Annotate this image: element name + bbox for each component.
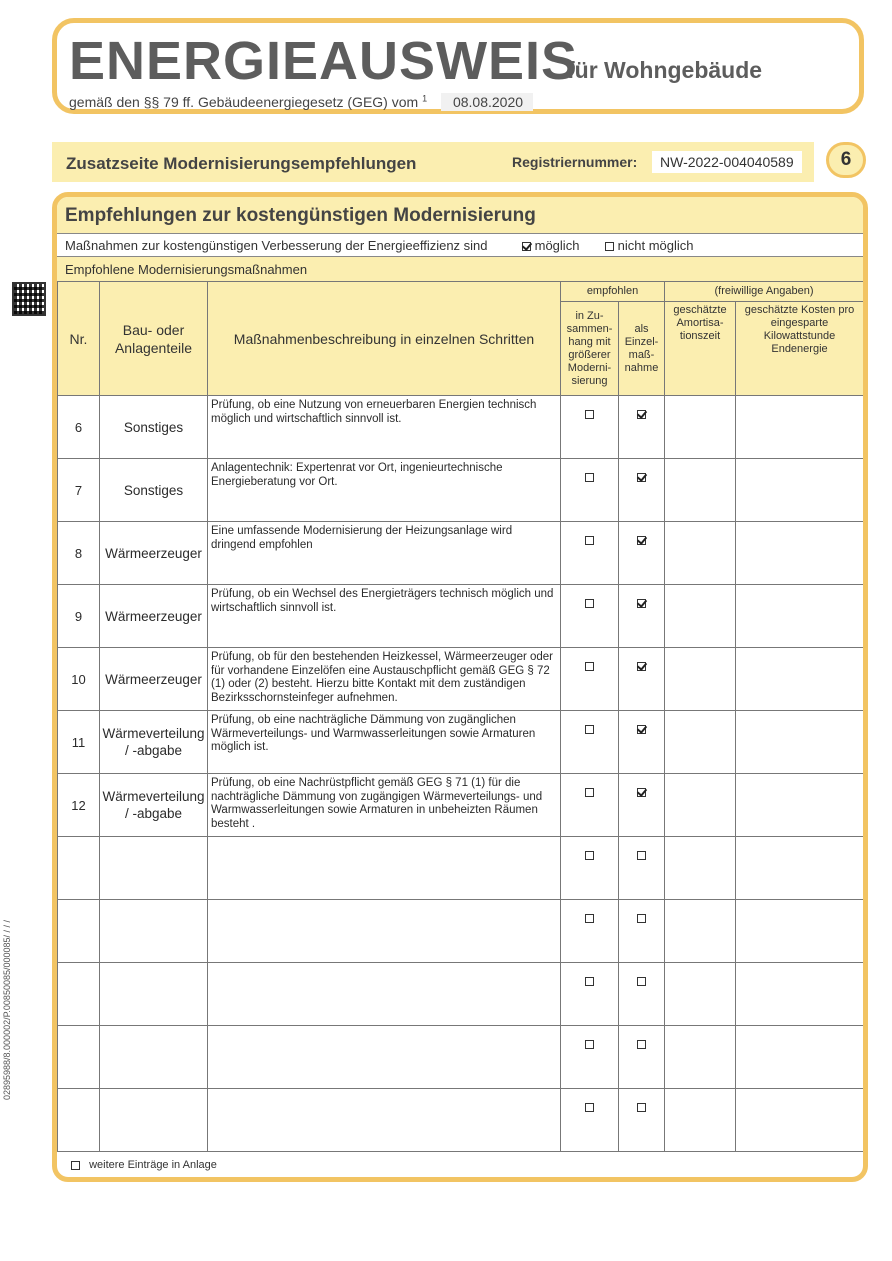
row-part — [100, 1026, 208, 1089]
row-amortization — [665, 774, 736, 837]
row-cost — [736, 396, 864, 459]
row-description: Prüfung, ob für den bestehenden Heizkessel, Wärmeerzeuger oder für vorhandene Einzelöfen eine Austauschpflicht gemäß GEG § 72 (1) oder (2) besteht. Hierzu bitte Kontakt mit dem zuständigen Bezirksschornsteinfeger aufnehmen. — [208, 648, 561, 711]
row-combined-checkbox[interactable] — [585, 914, 594, 923]
row-number — [58, 1089, 100, 1152]
row-number: 11 — [58, 711, 100, 774]
row-part: Wärmeerzeuger — [100, 648, 208, 711]
table-row — [58, 774, 864, 837]
row-single-checkbox[interactable] — [637, 473, 646, 482]
row-cost — [736, 585, 864, 648]
header-part: Bau- oder Anlagenteile — [100, 282, 208, 396]
row-amortization — [665, 396, 736, 459]
more-entries — [71, 1159, 217, 1171]
row-number: 9 — [58, 585, 100, 648]
row-single-cell — [619, 585, 665, 648]
row-part — [100, 1089, 208, 1152]
more-entries-checkbox[interactable] — [71, 1161, 80, 1170]
row-combined-checkbox[interactable] — [585, 977, 594, 986]
measures-possible-row — [57, 233, 863, 257]
table-row — [58, 837, 864, 900]
header-voluntary-group: (freiwillige Angaben) — [665, 282, 864, 302]
row-single-cell — [619, 396, 665, 459]
row-combined-cell — [561, 459, 619, 522]
row-combined-cell — [561, 522, 619, 585]
header-amortization: geschätzte Amortisa-tionszeit — [665, 302, 736, 396]
table-row — [58, 963, 864, 1026]
row-part: Wärmeerzeuger — [100, 585, 208, 648]
document-subtitle: für Wohngebäude — [567, 57, 763, 83]
row-number — [58, 963, 100, 1026]
row-single-cell — [619, 963, 665, 1026]
row-cost — [736, 459, 864, 522]
option-not-possible-label: nicht möglich — [617, 238, 694, 253]
row-cost — [736, 711, 864, 774]
law-text: gemäß den §§ 79 ff. Gebäudeenergiegesetz (GEG) vom — [69, 94, 419, 110]
row-combined-cell — [561, 837, 619, 900]
row-amortization — [665, 648, 736, 711]
row-number: 10 — [58, 648, 100, 711]
row-amortization — [665, 837, 736, 900]
row-description — [208, 1026, 561, 1089]
row-cost — [736, 1089, 864, 1152]
recommendations-table — [57, 281, 864, 1152]
sub-header-title: Zusatzseite Modernisierungsempfehlungen — [66, 154, 417, 173]
option-not-possible — [605, 238, 694, 253]
row-single-cell — [619, 1089, 665, 1152]
page-number: 6 — [826, 142, 866, 178]
row-combined-cell — [561, 648, 619, 711]
row-number — [58, 900, 100, 963]
table-row — [58, 648, 864, 711]
row-part — [100, 900, 208, 963]
row-combined-checkbox[interactable] — [585, 410, 594, 419]
side-code: 02895988/8.000002/P.00850085/000085/ / / / — [2, 919, 12, 1100]
row-single-checkbox[interactable] — [637, 977, 646, 986]
more-entries-label: weitere Einträge in Anlage — [89, 1159, 217, 1171]
row-combined-cell — [561, 1089, 619, 1152]
header-single: als Einzel-maß-nahme — [619, 302, 665, 396]
row-combined-checkbox[interactable] — [585, 725, 594, 734]
row-combined-cell — [561, 585, 619, 648]
header-description: Maßnahmenbeschreibung in einzelnen Schritten — [208, 282, 561, 396]
table-row — [58, 459, 864, 522]
row-combined-cell — [561, 1026, 619, 1089]
row-single-cell — [619, 648, 665, 711]
table-row — [58, 522, 864, 585]
row-description: Prüfung, ob eine Nachrüstpflicht gemäß GEG § 71 (1) für die nachträgliche Dämmung von zugängigen Wärmeverteilungs- und Warmwasserleitungen sowie Armaturen in unbeheizten Räumen besteht . — [208, 774, 561, 837]
measures-text: Maßnahmen zur kostengünstigen Verbesserung der Energieeffizienz sind — [65, 238, 488, 253]
law-footnote: 1 — [422, 93, 428, 104]
row-combined-cell — [561, 711, 619, 774]
registration-label: Registriernummer: — [512, 154, 638, 170]
row-part — [100, 963, 208, 1026]
table-row — [58, 585, 864, 648]
row-single-checkbox[interactable] — [637, 410, 646, 419]
table-row — [58, 396, 864, 459]
row-combined-checkbox[interactable] — [585, 662, 594, 671]
header-combined: in Zu-sammen-hang mit größerer Moderni-sierung — [561, 302, 619, 396]
row-combined-checkbox[interactable] — [585, 1040, 594, 1049]
row-combined-checkbox[interactable] — [585, 788, 594, 797]
table-row — [58, 1089, 864, 1152]
row-combined-cell — [561, 774, 619, 837]
row-cost — [736, 900, 864, 963]
row-amortization — [665, 1089, 736, 1152]
row-number: 12 — [58, 774, 100, 837]
row-single-checkbox[interactable] — [637, 914, 646, 923]
row-amortization — [665, 585, 736, 648]
row-cost — [736, 1026, 864, 1089]
row-combined-checkbox[interactable] — [585, 1103, 594, 1112]
row-description — [208, 837, 561, 900]
not-possible-checkbox[interactable] — [605, 242, 614, 251]
row-single-cell — [619, 774, 665, 837]
row-single-cell — [619, 900, 665, 963]
table-row — [58, 711, 864, 774]
row-single-cell — [619, 837, 665, 900]
row-amortization — [665, 963, 736, 1026]
possible-checkbox[interactable] — [522, 242, 531, 251]
sub-header — [52, 142, 814, 182]
row-single-checkbox[interactable] — [637, 1040, 646, 1049]
row-combined-checkbox[interactable] — [585, 536, 594, 545]
header-nr: Nr. — [58, 282, 100, 396]
row-single-checkbox[interactable] — [637, 536, 646, 545]
row-description: Prüfung, ob ein Wechsel des Energieträgers technisch möglich und wirtschaftlich sinnvoll ist. — [208, 585, 561, 648]
row-number: 6 — [58, 396, 100, 459]
recommendations-section — [52, 192, 868, 1182]
row-number — [58, 1026, 100, 1089]
row-single-cell — [619, 522, 665, 585]
recommended-measures-label: Empfohlene Modernisierungsmaßnahmen — [57, 257, 863, 281]
row-number: 8 — [58, 522, 100, 585]
row-description: Eine umfassende Modernisierung der Heizungsanlage wird dringend empfohlen — [208, 522, 561, 585]
row-single-checkbox[interactable] — [637, 851, 646, 860]
row-part — [100, 837, 208, 900]
row-cost — [736, 648, 864, 711]
row-description: Prüfung, ob eine Nutzung von erneuerbaren Energien technisch möglich und wirtschaftlich sinnvoll ist. — [208, 396, 561, 459]
row-amortization — [665, 522, 736, 585]
header-box — [52, 18, 864, 114]
table-row — [58, 1026, 864, 1089]
row-part: Wärmeerzeuger — [100, 522, 208, 585]
header-cost-per-kwh: geschätzte Kosten pro eingesparte Kilowattstunde Endenergie — [736, 302, 864, 396]
option-possible-label: möglich — [534, 238, 580, 253]
row-description — [208, 963, 561, 1026]
row-combined-cell — [561, 963, 619, 1026]
row-description — [208, 900, 561, 963]
row-single-cell — [619, 1026, 665, 1089]
row-description — [208, 1089, 561, 1152]
row-single-cell — [619, 711, 665, 774]
registration-number: NW-2022-004040589 — [652, 151, 802, 173]
row-cost — [736, 963, 864, 1026]
qr-code-icon — [12, 282, 46, 316]
header-recommended-group: empfohlen — [561, 282, 665, 302]
row-number: 7 — [58, 459, 100, 522]
row-cost — [736, 774, 864, 837]
row-single-checkbox[interactable] — [637, 599, 646, 608]
option-possible — [522, 238, 579, 253]
document-title — [69, 31, 578, 91]
law-reference — [69, 93, 533, 111]
row-number — [58, 837, 100, 900]
row-combined-cell — [561, 396, 619, 459]
section-title: Empfehlungen zur kostengünstigen Modernisierung — [57, 197, 863, 233]
row-single-checkbox[interactable] — [637, 1103, 646, 1112]
row-description: Anlagentechnik: Expertenrat vor Ort, ingenieurtechnische Energieberatung vor Ort. — [208, 459, 561, 522]
row-single-checkbox[interactable] — [637, 788, 646, 797]
row-single-cell — [619, 459, 665, 522]
law-date: 08.08.2020 — [441, 93, 533, 111]
row-cost — [736, 522, 864, 585]
row-amortization — [665, 459, 736, 522]
row-combined-checkbox[interactable] — [585, 851, 594, 860]
row-part: Wärmeverteilung / -abgabe — [100, 711, 208, 774]
row-part: Wärmeverteilung / -abgabe — [100, 774, 208, 837]
row-part: Sonstiges — [100, 396, 208, 459]
row-combined-checkbox[interactable] — [585, 599, 594, 608]
row-single-checkbox[interactable] — [637, 725, 646, 734]
row-description: Prüfung, ob eine nachträgliche Dämmung von zugänglichen Wärmeverteilungs- und Warmwasserleitungen sowie Armaturen möglich ist. — [208, 711, 561, 774]
row-amortization — [665, 1026, 736, 1089]
row-single-checkbox[interactable] — [637, 662, 646, 671]
row-amortization — [665, 900, 736, 963]
row-part: Sonstiges — [100, 459, 208, 522]
row-combined-cell — [561, 900, 619, 963]
row-amortization — [665, 711, 736, 774]
row-combined-checkbox[interactable] — [585, 473, 594, 482]
document-title-text: ENERGIEAUSWEIS — [69, 31, 579, 91]
row-cost — [736, 837, 864, 900]
table-row — [58, 900, 864, 963]
